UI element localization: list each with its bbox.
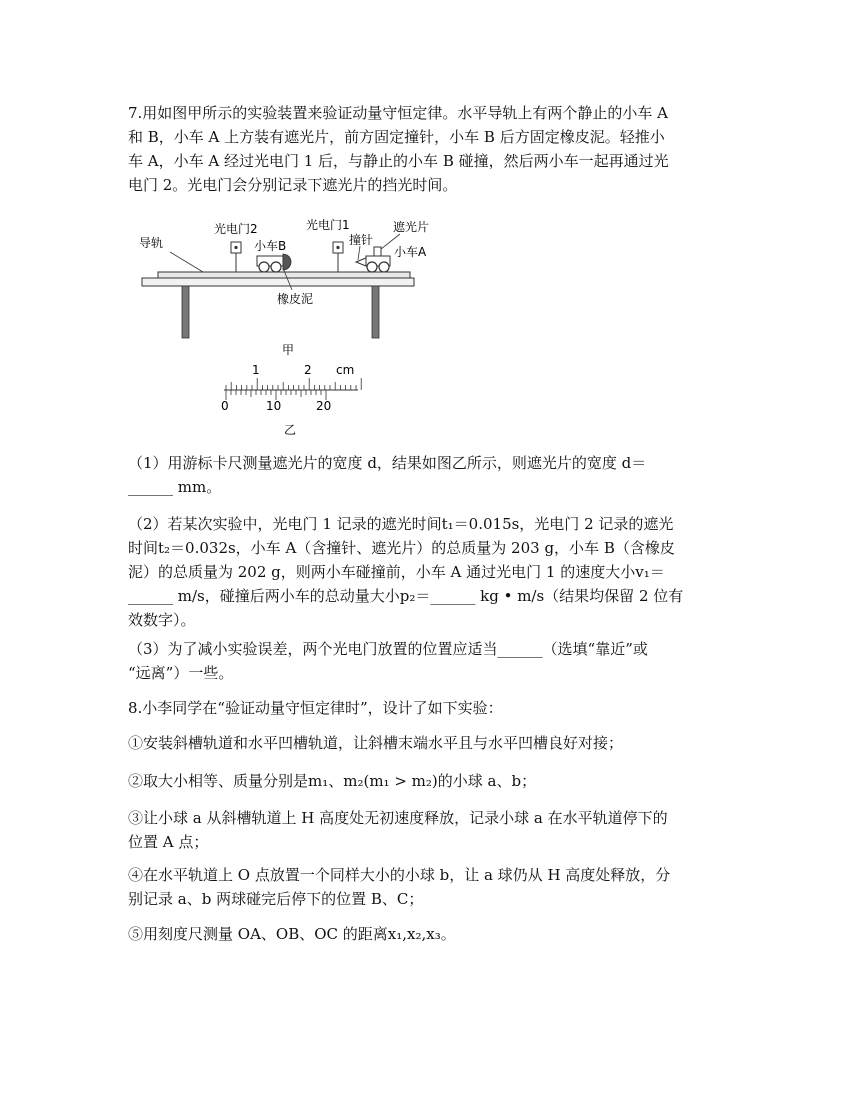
q8-step4-line-2: 别记录 a、b 两球碰完后停下的位置 B、C；: [128, 890, 424, 908]
shade-plate: [374, 247, 381, 256]
table-leg-left: [182, 286, 189, 338]
main-scale-label-1: 1: [252, 363, 260, 377]
q7-part3-line-1: （3）为了减小实验误差，两个光电门放置的位置应适当______（选填“靠近”或: [128, 640, 648, 658]
q8-step3-line-2: 位置 A 点；: [128, 833, 209, 851]
vernier-label-0: 0: [221, 399, 229, 413]
q8-stem: [128, 696, 740, 720]
q7-part2-line-3: 泥）的总质量为 202 g，则两小车碰撞前，小车 A 通过光电门 1 的速度大小v₁＝: [128, 563, 665, 581]
needle-label: 撞针: [349, 233, 374, 247]
q8-step4-line-1: ④在水平轨道上 O 点放置一个同样大小的小球 b，让 a 球仍从 H 高度处释放，分: [128, 866, 671, 884]
q8-step3-line-1: ③让小球 a 从斜槽轨道上 H 高度处无初速度释放，记录小球 a 在水平轨道停下的: [128, 809, 668, 827]
q7-stem-line-3: 车 A，小车 A 经过光电门 1 后，与静止的小车 B 碰撞，然后两小车一起再通过光: [128, 152, 669, 170]
putty-label: 橡皮泥: [277, 292, 314, 306]
q8-step2: [128, 769, 740, 793]
gate2-label: 光电门2: [214, 222, 258, 236]
q7-part3: [128, 637, 740, 685]
q7-part1-line-1: （1）用游标卡尺测量遮光片的宽度 d，结果如图乙所示，则遮光片的宽度 d＝: [128, 454, 647, 472]
vernier-label-20: 20: [316, 399, 332, 413]
q8-step5-line: ⑤用刻度尺测量 OA、OB、OC 的距离x₁,x₂,x₃。: [128, 925, 456, 943]
q8-step4: [128, 863, 740, 911]
q7-part3-line-2: “远离”）一些。: [128, 664, 234, 682]
q8-stem-line: 8.小李同学在“验证动量守恒定律时”，设计了如下实验：: [128, 699, 503, 717]
q7-part2-line-2: 时间t₂＝0.032s，小车 A（含撞针、遮光片）的总质量为 203 g，小车 B（含橡皮: [128, 539, 675, 557]
vernier-label-10: 10: [266, 399, 282, 413]
unit-label: cm: [336, 363, 355, 377]
figure-jia-caption: 甲: [282, 343, 295, 357]
rail-label: 导轨: [139, 236, 164, 250]
q7-part1-line-2: ______ mm。: [128, 478, 222, 496]
q8-step5: [128, 922, 740, 946]
cartB-label: 小车B: [254, 239, 287, 253]
gate1-label: 光电门1: [306, 218, 350, 232]
cartA-label: 小车A: [394, 245, 427, 259]
vernier-figure: [210, 360, 370, 440]
q8-step1-line: ①安装斜槽轨道和水平凹槽轨道，让斜槽末端水平且与水平凹槽良好对接；: [128, 734, 624, 752]
main-scale-ticks: [226, 378, 361, 390]
main-scale-label-2: 2: [304, 363, 312, 377]
apparatus-figure: [130, 212, 430, 362]
q7-part2-line-4: ______ m/s，碰撞后两小车的总动量大小p₂＝______ kg • m/s（结果均保留 2 位有: [128, 587, 684, 605]
q7-stem-line-2: 和 B，小车 A 上方装有遮光片，前方固定撞针，小车 B 后方固定橡皮泥。轻推小: [128, 128, 665, 146]
q7-part2-line-5: 效数字）。: [128, 611, 196, 629]
q7-part2: [128, 512, 740, 632]
table-top: [142, 278, 414, 286]
rail: [158, 272, 410, 278]
shade-label: 遮光片: [393, 220, 430, 234]
q7-stem: [128, 101, 740, 197]
putty: [283, 254, 291, 270]
q8-step3: [128, 806, 740, 854]
q8-step1: [128, 731, 740, 755]
q8-step2-line: ②取大小相等、质量分别是m₁、m₂(m₁ > m₂)的小球 a、b；: [128, 772, 537, 790]
q7-part2-line-1: （2）若某次实验中，光电门 1 记录的遮光时间t₁＝0.015s，光电门 2 记录的遮光: [128, 515, 674, 533]
figure-yi-caption: 乙: [284, 423, 297, 437]
table-leg-right: [372, 286, 379, 338]
needle: [356, 258, 366, 266]
q7-stem-line-1: 7.用如图甲所示的实验装置来验证动量守恒定律。水平导轨上有两个静止的小车 A: [128, 104, 668, 122]
q7-stem-line-4: 电门 2。光电门会分别记录下遮光片的挡光时间。: [128, 176, 458, 194]
q7-part1: [128, 451, 740, 499]
